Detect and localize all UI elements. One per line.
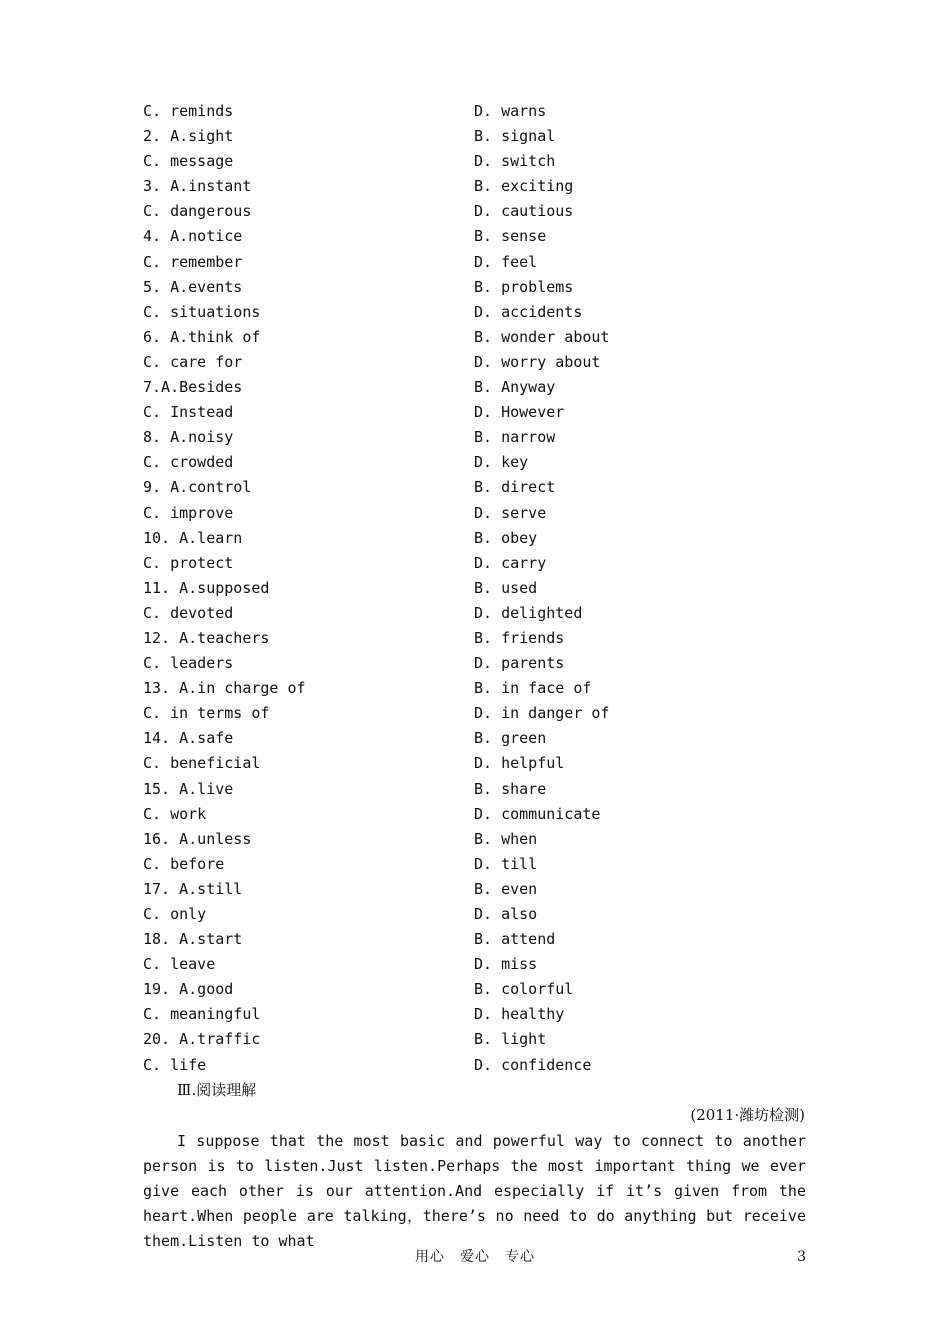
option-right: D. also: [474, 905, 538, 923]
option-row: [143, 375, 803, 400]
option-row: [143, 827, 803, 852]
option-right: D. key: [474, 453, 529, 472]
source-citation: (2011·潍坊检测): [690, 1106, 805, 1124]
option-right: B. share: [474, 779, 547, 798]
option-right: D. healthy: [474, 1005, 565, 1024]
option-left: C. leaders: [143, 654, 234, 673]
option-row: [143, 400, 803, 425]
option-left: C. meaningful: [143, 1005, 261, 1024]
option-row: [143, 425, 803, 450]
option-row: [143, 501, 803, 526]
option-left: C. improve: [143, 503, 234, 522]
option-row: [143, 526, 803, 551]
option-left: 13. A.in charge of: [143, 679, 306, 698]
option-right: D. feel: [474, 252, 538, 271]
option-left: 3. A.instant: [143, 177, 252, 196]
option-right: D. switch: [474, 152, 556, 171]
option-right: D. in danger of: [474, 704, 610, 723]
option-row: [143, 1053, 803, 1078]
option-right: B. colorful: [474, 980, 574, 999]
option-left: 7.A.Besides: [143, 378, 243, 397]
option-row: [143, 124, 803, 149]
option-right: D. parents: [474, 654, 565, 673]
option-right: B. problems: [474, 277, 574, 296]
option-right: D. delighted: [474, 603, 583, 622]
option-left: 15. A.live: [143, 779, 234, 798]
option-row: [143, 651, 803, 676]
option-row: [143, 952, 803, 977]
option-row: [143, 902, 803, 927]
option-right: B. even: [474, 879, 538, 898]
option-row: [143, 852, 803, 877]
option-right: B. friends: [474, 628, 565, 647]
option-row: [143, 99, 803, 124]
option-left: 20. A.traffic: [143, 1030, 261, 1049]
option-row: [143, 1027, 803, 1052]
option-left: 11. A.supposed: [143, 578, 270, 597]
option-left: C. before: [143, 854, 225, 873]
option-row: [143, 250, 803, 275]
option-row: [143, 475, 803, 500]
option-left: C. in terms of: [143, 704, 270, 723]
option-right: D. accidents: [474, 302, 583, 321]
option-right: B. used: [474, 578, 538, 597]
option-row: [143, 777, 803, 802]
option-right: B. signal: [474, 127, 556, 146]
option-left: 8. A.noisy: [143, 428, 234, 447]
option-left: C. protect: [143, 553, 234, 572]
option-left: C. life: [143, 1055, 207, 1074]
option-right: D. miss: [474, 955, 538, 974]
option-left: C. devoted: [143, 603, 234, 622]
option-row: [143, 877, 803, 902]
option-row: [143, 576, 803, 601]
option-left: 16. A.unless: [143, 829, 252, 848]
option-right: B. wonder about: [474, 327, 610, 346]
option-right: D. confidence: [474, 1055, 592, 1074]
option-right: B. light: [474, 1030, 547, 1049]
option-left: C. situations: [143, 302, 261, 321]
option-left: 6. A.think of: [143, 327, 261, 346]
option-left: C. leave: [143, 955, 216, 974]
option-left: C. message: [143, 152, 234, 171]
option-left: C. only: [143, 905, 207, 923]
option-row: [143, 450, 803, 475]
option-right: B. when: [474, 829, 538, 848]
option-left: C. care for: [143, 352, 243, 371]
option-right: D. communicate: [474, 804, 601, 823]
option-right: D. helpful: [474, 754, 565, 773]
option-right: B. Anyway: [474, 378, 556, 397]
footer-text: 用心 爱心 专心: [415, 1249, 535, 1265]
option-left: 9. A.control: [143, 478, 252, 497]
option-left: C. dangerous: [143, 202, 252, 221]
option-row: [143, 802, 803, 827]
option-row: [143, 751, 803, 776]
option-left: 19. A.good: [143, 980, 234, 999]
option-right: D. worry about: [474, 352, 601, 371]
option-row: [143, 224, 803, 249]
section-title: Ⅲ.阅读理解: [177, 1081, 257, 1099]
reading-passage: I suppose that the most basic and powerful way to connect to another person is to listen.Just listen.Perhaps the most important thing we ever give each other is our attention.And especially if it’s given from the heart.When people are talking，there’s no need to do anything but receive them.Listen to what: [143, 1132, 806, 1251]
option-row: [143, 300, 803, 325]
option-right: B. sense: [474, 227, 547, 246]
option-right: B. in face of: [474, 679, 592, 698]
option-row: [143, 601, 803, 626]
option-left: 12. A.teachers: [143, 628, 270, 647]
option-left: 10. A.learn: [143, 528, 243, 547]
option-right: B. green: [474, 729, 547, 748]
option-left: C. beneficial: [143, 754, 261, 773]
option-row: [143, 927, 803, 952]
option-right: D. However: [474, 403, 565, 422]
option-left: 4. A.notice: [143, 227, 243, 246]
option-left: C. reminds: [143, 102, 234, 120]
option-row: [143, 676, 803, 701]
option-left: 14. A.safe: [143, 729, 234, 748]
option-right: D. carry: [474, 553, 547, 572]
option-right: B. exciting: [474, 177, 574, 196]
option-right: D. warns: [474, 102, 547, 120]
option-right: B. narrow: [474, 428, 556, 447]
option-right: B. obey: [474, 528, 538, 547]
option-left: 18. A.start: [143, 930, 243, 949]
option-row: [143, 626, 803, 651]
option-left: 2. A.sight: [143, 127, 234, 146]
option-left: 17. A.still: [143, 879, 243, 898]
option-right: D. serve: [474, 503, 547, 522]
option-row: [143, 977, 803, 1002]
option-row: [143, 174, 803, 199]
option-row: [143, 701, 803, 726]
page-number: 3: [797, 1249, 806, 1265]
option-right: B. attend: [474, 930, 556, 949]
option-row: [143, 551, 803, 576]
option-row: [143, 726, 803, 751]
option-row: [143, 1002, 803, 1027]
option-left: C. Instead: [143, 403, 234, 422]
option-left: C. crowded: [143, 453, 234, 472]
option-right: D. till: [474, 854, 538, 873]
option-row: [143, 199, 803, 224]
answer-options: [143, 99, 803, 1078]
option-right: B. direct: [474, 478, 556, 497]
option-row: [143, 350, 803, 375]
option-right: D. cautious: [474, 202, 574, 221]
option-left: C. remember: [143, 252, 243, 271]
option-left: 5. A.events: [143, 277, 243, 296]
option-row: [143, 149, 803, 174]
option-row: [143, 325, 803, 350]
option-left: C. work: [143, 804, 207, 823]
option-row: [143, 275, 803, 300]
